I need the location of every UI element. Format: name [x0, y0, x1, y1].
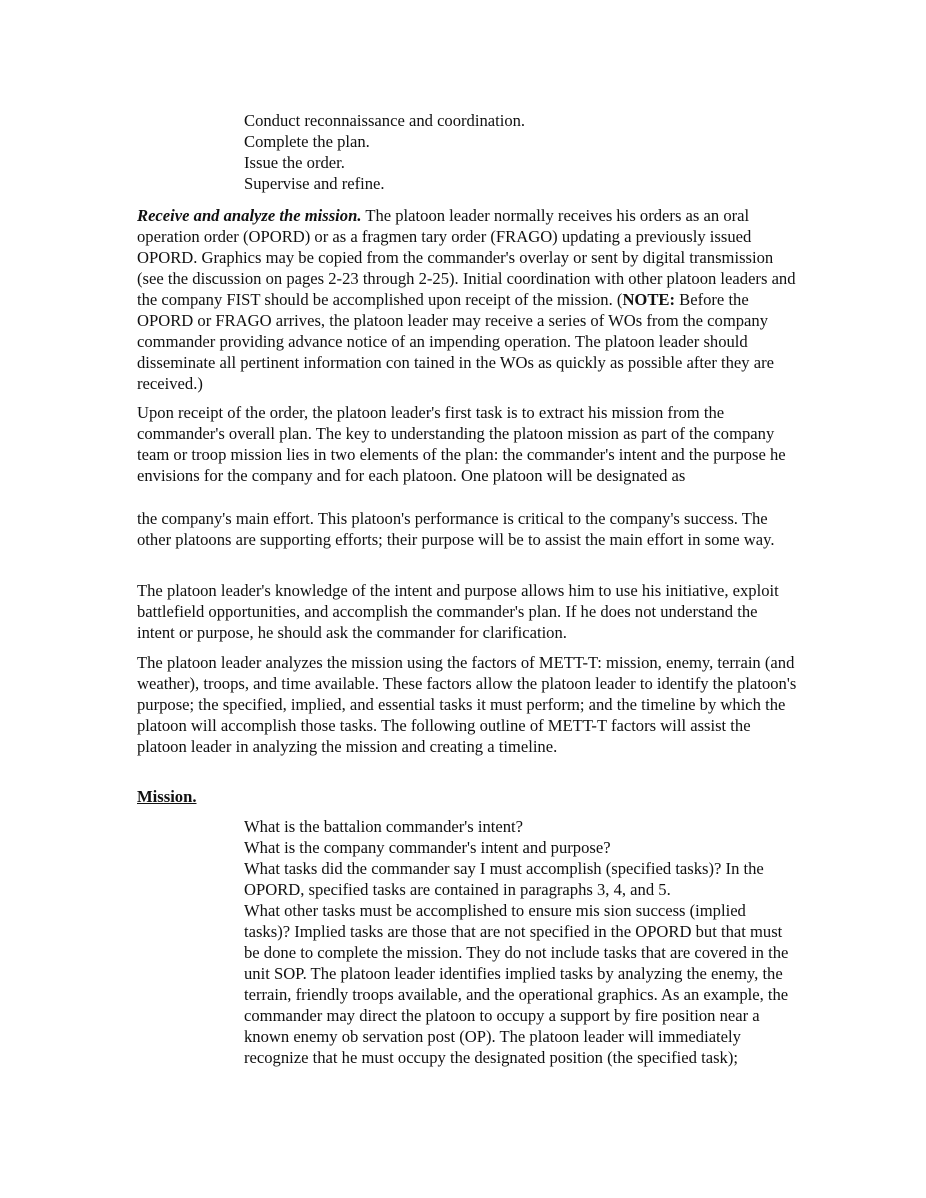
receive-mission-lead: Receive and analyze the mission. [137, 206, 362, 225]
upon-receipt-paragraph: Upon receipt of the order, the platoon leader's first task is to extract his mission from the commander's overall plan. The key to understanding the platoon mission as part of the company team or troop mission lies in two elements of the plan: the commander's intent and the purpose he envisions for the company and for each platoon. One platoon will be designated as [137, 403, 786, 485]
list-item: What is the company commander's intent and purpose? [244, 838, 611, 857]
mission-heading: Mission. [137, 787, 197, 806]
list-item: What other tasks must be accomplished to ensure mis sion success (implied tasks)? Implied tasks are those that are not specified in the OPORD but that must be done to complete the mission. They do not include tasks that are covered in the unit SOP. The platoon leader identifies implied tasks by analyzing the enemy, the terrain, friendly troops available, and the operational graphics. As an example, the commander may direct the platoon to occupy a support by fire position near a known enemy ob servation post (OP). The platoon leader will immediately recognize that he must occupy the designated position (the specified task); [244, 901, 789, 1067]
receive-mission-paragraph [137, 205, 797, 394]
list-item: What tasks did the commander say I must accomplish (specified tasks)? In the OPORD, specified tasks are contained in paragraphs 3, 4, and 5. [244, 859, 764, 899]
mission-questions-list [244, 816, 794, 1068]
list-item: Conduct reconnaissance and coordination. [244, 111, 526, 130]
main-effort-paragraph: the company's main effort. This platoon's performance is critical to the company's success. The other platoons are supporting efforts; their purpose will be to assist the main effort in some way. [137, 509, 775, 549]
list-item: Issue the order. [244, 153, 345, 172]
list-item: What is the battalion commander's intent? [244, 817, 524, 836]
list-item: Complete the plan. [244, 132, 370, 151]
procedure-steps-list [244, 110, 844, 194]
note-text: Before the OPORD or FRAGO arrives, the platoon leader may receive a series of WOs from the company commander providing advance notice of an impending operation. The platoon leader should disseminate all pertinent information con tained in the WOs as quickly as possible after they are received.) [137, 290, 774, 393]
receive-mission-text: The platoon leader normally receives his orders as an oral operation order (OPORD) or as a fragmen tary order (FRAGO) updating a previously issued OPORD. Graphics may be copied from the commander's overlay or sent by digital transmission (see the discussion on pages 2-23 through 2-25). Initial coordination with other platoon leaders and the company FIST should be accomplished upon receipt of the mission. ( [137, 206, 796, 309]
intent-knowledge-paragraph: The platoon leader's knowledge of the intent and purpose allows him to use his initiative, exploit battlefield opportunities, and accomplish the commander's plan. If he does not understand the intent or purpose, he should ask the commander for clarification. [137, 581, 779, 642]
mett-t-paragraph: The platoon leader analyzes the mission using the factors of METT-T: mission, enemy, terrain (and weather), troops, and time available. These factors allow the platoon leader to identify the platoon's purpose; the specified, implied, and essential tasks it must perform; and the timeline by which the platoon will accomplish those tasks. The following outline of METT-T factors will assist the platoon leader in analyzing the mission and creating a timeline. [137, 653, 797, 756]
list-item: Supervise and refine. [244, 174, 385, 193]
note-label: NOTE: [622, 290, 675, 309]
